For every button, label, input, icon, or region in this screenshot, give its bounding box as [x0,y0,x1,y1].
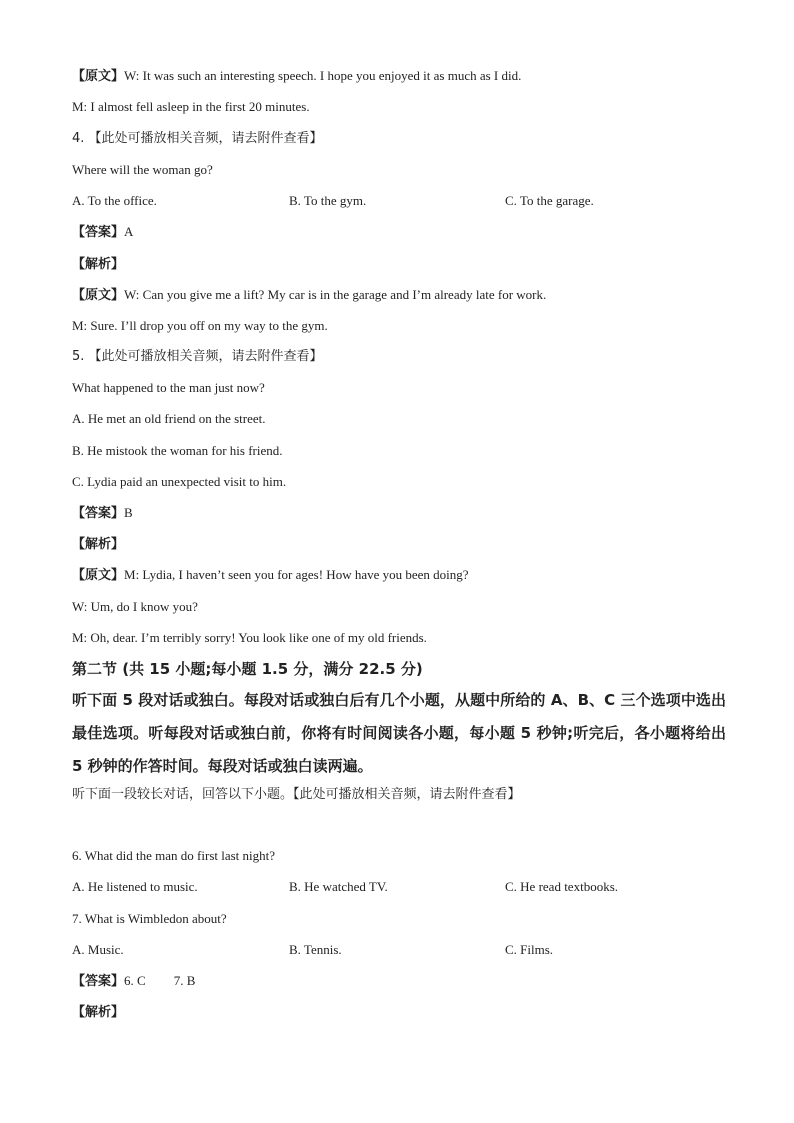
q4-answer-value: A [124,224,134,239]
q7-options [72,941,732,959]
answer-tag: 【答案】 [72,974,125,989]
answers-6-7 [72,972,732,991]
section2-listen-line: 听下面一段较长对话，回答以下小题。【此处可播放相关音频，请去附件查看】 [72,787,521,802]
q5-original-text-2: W: Um, do I know you? [72,599,198,614]
q5-option-c: C. Lydia paid an unexpected visit to him. [72,474,287,489]
q5-analysis [72,535,732,554]
q6-options [72,878,732,896]
original-tag: 【原文】 [72,568,125,583]
section2-instructions: 听下面 5 段对话或独白。每段对话或独白后有几个小题，从题中所给的 A、B、C 三个选项中选出最佳选项。听每段对话或独白前，你将有时间阅读各小题，每小题 5 秒钟;听完后，各小题将给出 5 秒钟的作答时间。每段对话或独白读两遍。 [72,691,726,775]
q5-answer [72,504,732,523]
q7-option-b: B. Tennis. [289,942,342,957]
original-tag: 【原文】 [72,288,125,303]
q4-option-c: C. To the garage. [505,193,594,208]
answer-6: 6. C [124,973,146,988]
q5-header: 5. 【此处可播放相关音频，请去附件查看】 [72,349,323,364]
q3-original-line-1 [72,67,732,86]
q5-option-b: B. He mistook the woman for his friend. [72,443,283,458]
q4-option-a: A. To the office. [72,193,157,208]
q4-options [72,192,732,210]
q3-original-line-2 [72,98,732,116]
q4-original-text-1: W: Can you give me a lift? My car is in the garage and I’m already late for work. [124,287,547,302]
analysis-tag: 【解析】 [72,257,125,272]
q6-question: 6. What did the man do first last night? [72,848,276,863]
q4-header: 4. 【此处可播放相关音频，请去附件查看】 [72,131,323,146]
q4-original-text-2: M: Sure. I’ll drop you off on my way to the gym. [72,318,328,333]
q5-original-line-1 [72,566,732,585]
q4-analysis [72,255,732,274]
analysis-tag: 【解析】 [72,1005,125,1020]
q4-original-line-2 [72,317,732,335]
q3-original-text-1: W: It was such an interesting speech. I hope you enjoyed it as much as I did. [124,68,522,83]
q7-option-a: A. Music. [72,942,124,957]
q6-option-b: B. He watched TV. [289,879,388,894]
q4-option-b: B. To the gym. [289,193,367,208]
original-tag: 【原文】 [72,69,125,84]
q5-original-text-3: M: Oh, dear. I’m terribly sorry! You look like one of my old friends. [72,630,427,645]
q5-question: What happened to the man just now? [72,380,265,395]
q5-answer-value: B [124,505,133,520]
answers-6-7-analysis [72,1003,732,1022]
section2-title: 第二节 (共 15 小题;每小题 1.5 分，满分 22.5 分) [72,660,423,678]
q7-question: 7. What is Wimbledon about? [72,911,227,926]
q5-original-text-1: M: Lydia, I haven’t seen you for ages! How have you been doing? [124,567,469,582]
q6-option-a: A. He listened to music. [72,879,198,894]
answer-7: 7. B [173,973,196,988]
answer-tag: 【答案】 [72,506,125,521]
q6-option-c: C. He read textbooks. [505,879,619,894]
q7-option-c: C. Films. [505,942,554,957]
q4-original-line-1 [72,286,732,305]
q5-original-line-3 [72,629,732,647]
q5-option-a: A. He met an old friend on the street. [72,411,266,426]
q3-original-text-2: M: I almost fell asleep in the first 20 minutes. [72,99,310,114]
q4-answer [72,223,732,242]
analysis-tag: 【解析】 [72,537,125,552]
q5-original-line-2 [72,598,732,616]
q4-question: Where will the woman go? [72,162,213,177]
answer-tag: 【答案】 [72,225,125,240]
